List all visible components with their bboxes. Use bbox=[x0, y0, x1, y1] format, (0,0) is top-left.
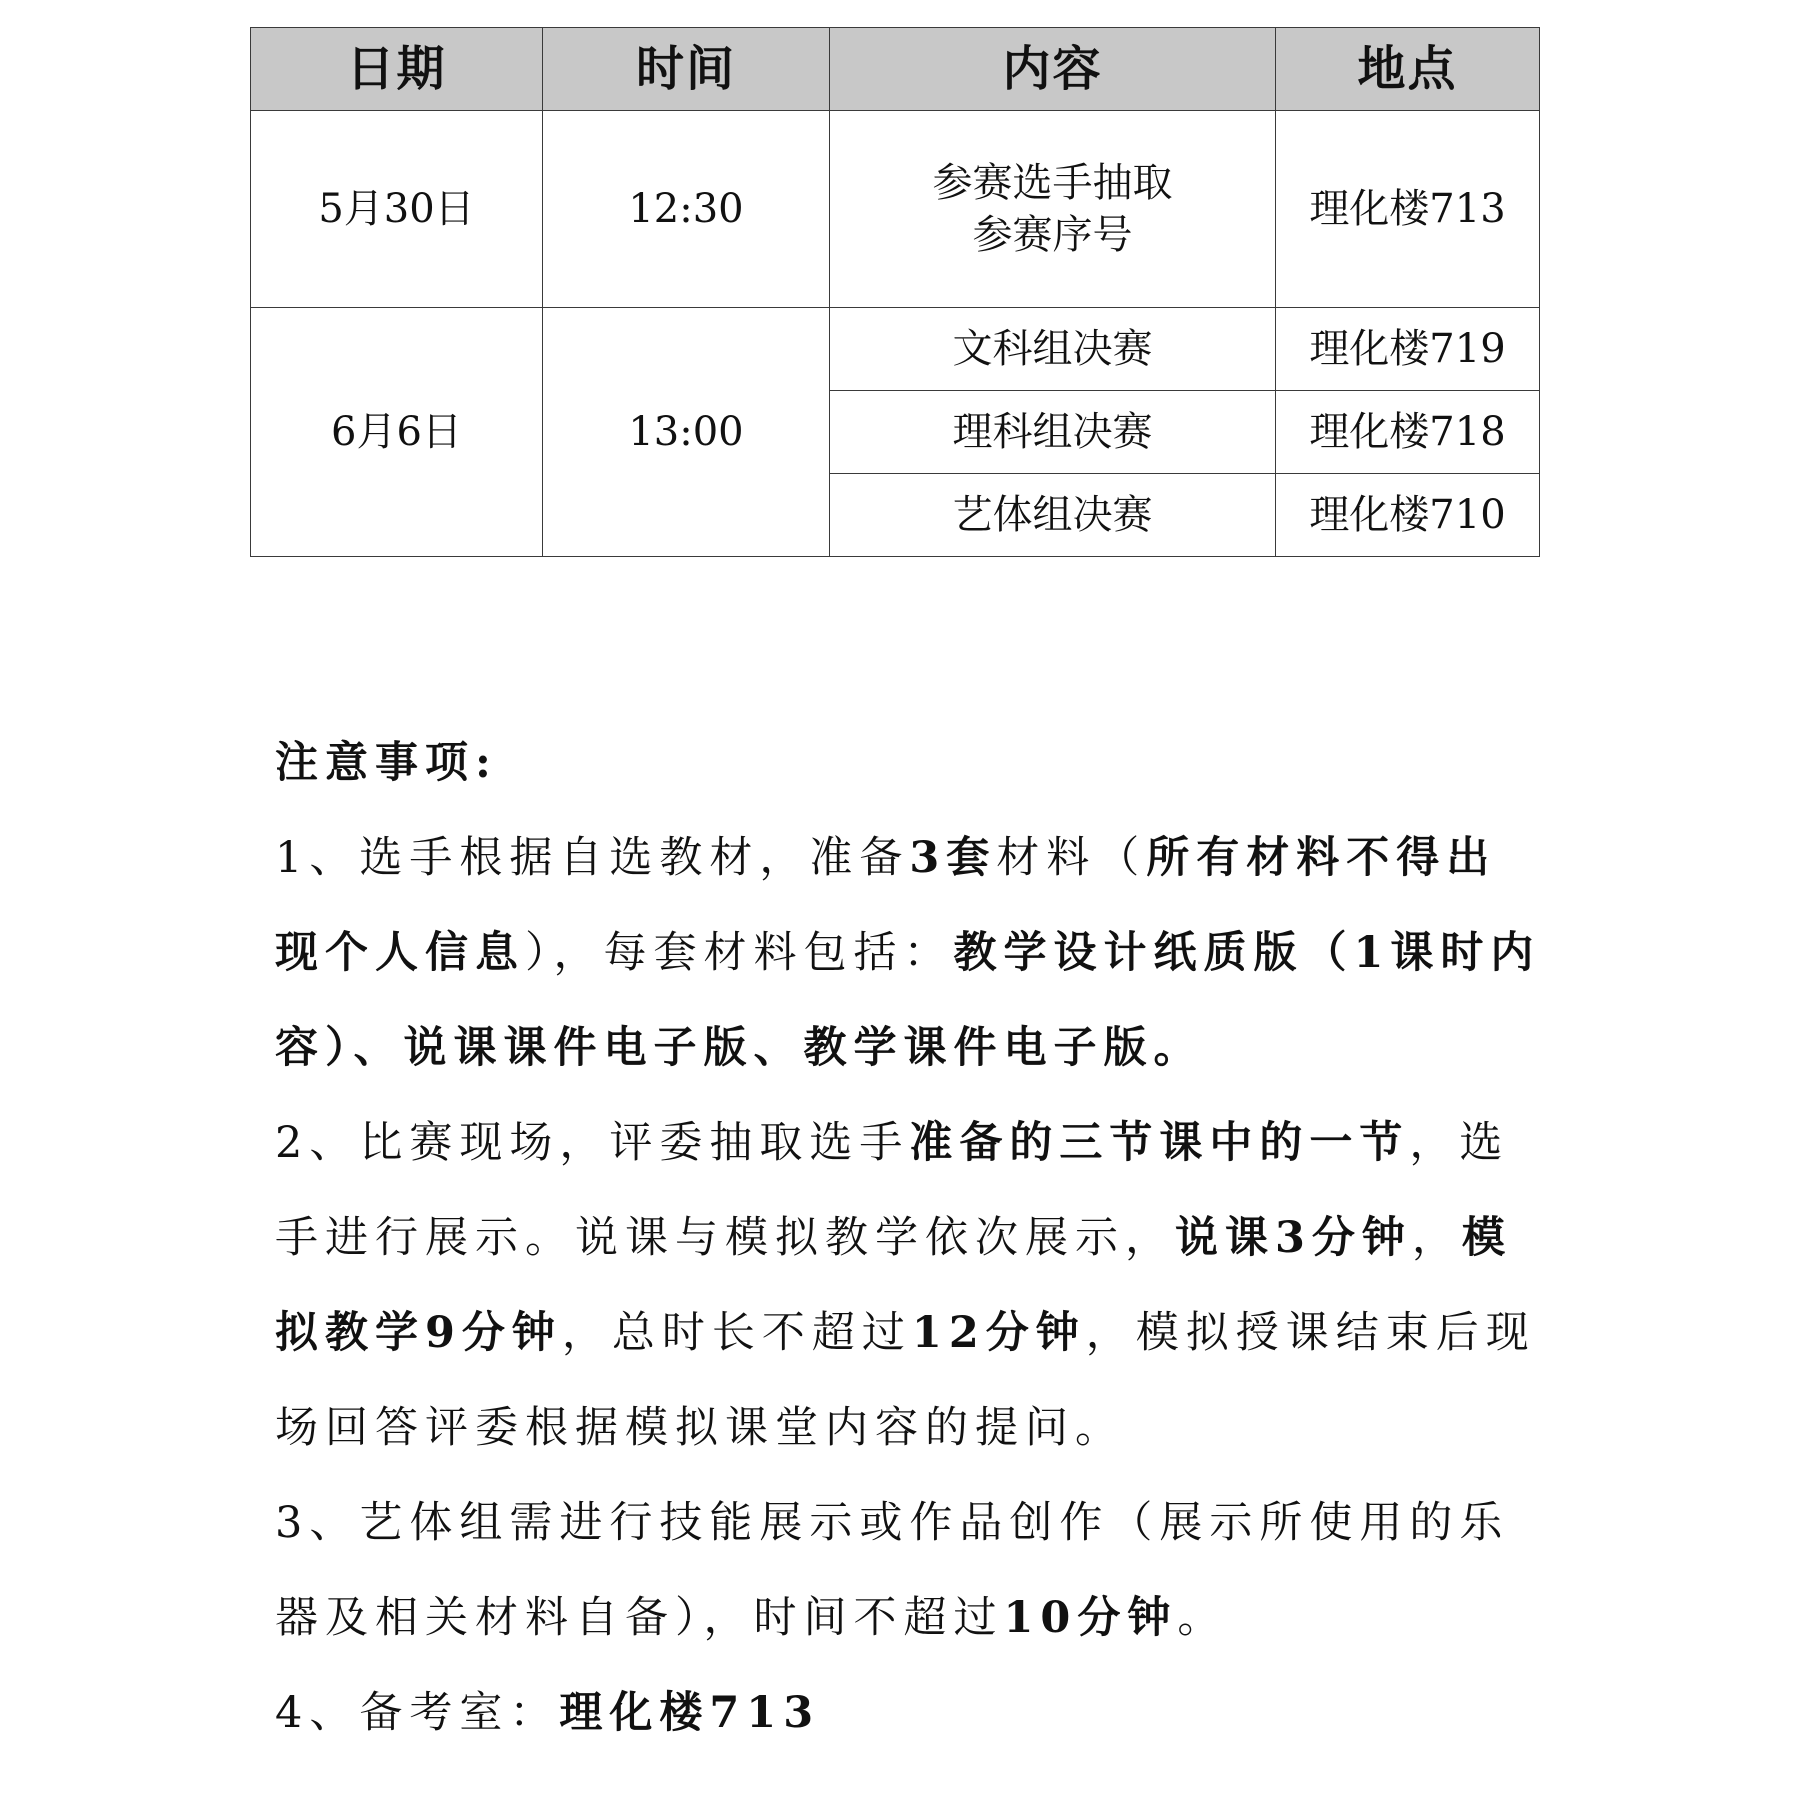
time-cell: 12:30 bbox=[543, 111, 830, 308]
note-emphasis: 12分钟 bbox=[911, 1308, 1086, 1358]
note-emphasis: 所有材料不得出现个人信息 bbox=[275, 833, 1497, 978]
note-text: ， bbox=[1411, 1213, 1462, 1263]
content-cell: 艺体组决赛 bbox=[830, 474, 1276, 557]
header-content: 内容 bbox=[830, 28, 1276, 111]
note-text: 4、备考室： bbox=[275, 1688, 560, 1738]
content-cell bbox=[830, 111, 1276, 308]
header-time: 时间 bbox=[543, 28, 830, 111]
note-emphasis: 说课3分钟 bbox=[1175, 1213, 1412, 1263]
note-item-4 bbox=[275, 1666, 1545, 1761]
content-cell: 文科组决赛 bbox=[830, 308, 1276, 391]
note-text: 1、选手根据自选教材，准备 bbox=[275, 833, 910, 883]
place-cell: 理化楼719 bbox=[1276, 308, 1540, 391]
note-text: 材料（ bbox=[996, 833, 1147, 883]
notes-section bbox=[275, 716, 1545, 1761]
note-emphasis: 准备的三节课中的一节 bbox=[909, 1118, 1410, 1168]
place-cell: 理化楼713 bbox=[1276, 111, 1540, 308]
note-text: 。 bbox=[1177, 1593, 1228, 1643]
place-cell: 理化楼718 bbox=[1276, 391, 1540, 474]
note-text: ），每套材料包括： bbox=[525, 928, 954, 978]
table-header-row bbox=[251, 28, 1540, 111]
note-item-2 bbox=[275, 1096, 1545, 1476]
note-emphasis: 教学设计纸质版（1课时内容）、说课课件电子版、教学课件电子版。 bbox=[275, 928, 1541, 1073]
header-date: 日期 bbox=[251, 28, 543, 111]
note-text: ，总时长不超过 bbox=[561, 1308, 912, 1358]
note-text: ，选手进行展示。说课与模拟教学依次展示， bbox=[275, 1118, 1510, 1263]
schedule-table bbox=[250, 27, 1540, 557]
date-cell: 5月30日 bbox=[251, 111, 543, 308]
date-cell: 6月6日 bbox=[251, 308, 543, 557]
note-emphasis: 理化楼713 bbox=[559, 1688, 821, 1738]
note-item-3 bbox=[275, 1476, 1545, 1666]
content-line: 参赛选手抽取 bbox=[932, 160, 1173, 206]
place-cell: 理化楼710 bbox=[1276, 474, 1540, 557]
note-emphasis: 模拟教学9分钟 bbox=[275, 1213, 1512, 1358]
note-item-1 bbox=[275, 811, 1545, 1096]
note-emphasis: 10分钟 bbox=[1003, 1593, 1178, 1643]
note-text: 3、艺体组需进行技能展示或作品创作（展示所使用的乐器及相关材料自备），时间不超过 bbox=[275, 1498, 1510, 1643]
note-text: ，模拟授课结束后现场回答评委根据模拟课堂内容的提问。 bbox=[275, 1308, 1536, 1453]
content-line: 参赛序号 bbox=[972, 212, 1133, 258]
note-text: 2、比赛现场，评委抽取选手 bbox=[275, 1118, 910, 1168]
table-row bbox=[251, 111, 1540, 308]
notes-title: 注意事项: bbox=[275, 738, 498, 788]
header-place: 地点 bbox=[1276, 28, 1540, 111]
time-cell: 13:00 bbox=[543, 308, 830, 557]
content-cell: 理科组决赛 bbox=[830, 391, 1276, 474]
table-row bbox=[251, 308, 1540, 391]
note-emphasis: 3套 bbox=[909, 833, 997, 883]
